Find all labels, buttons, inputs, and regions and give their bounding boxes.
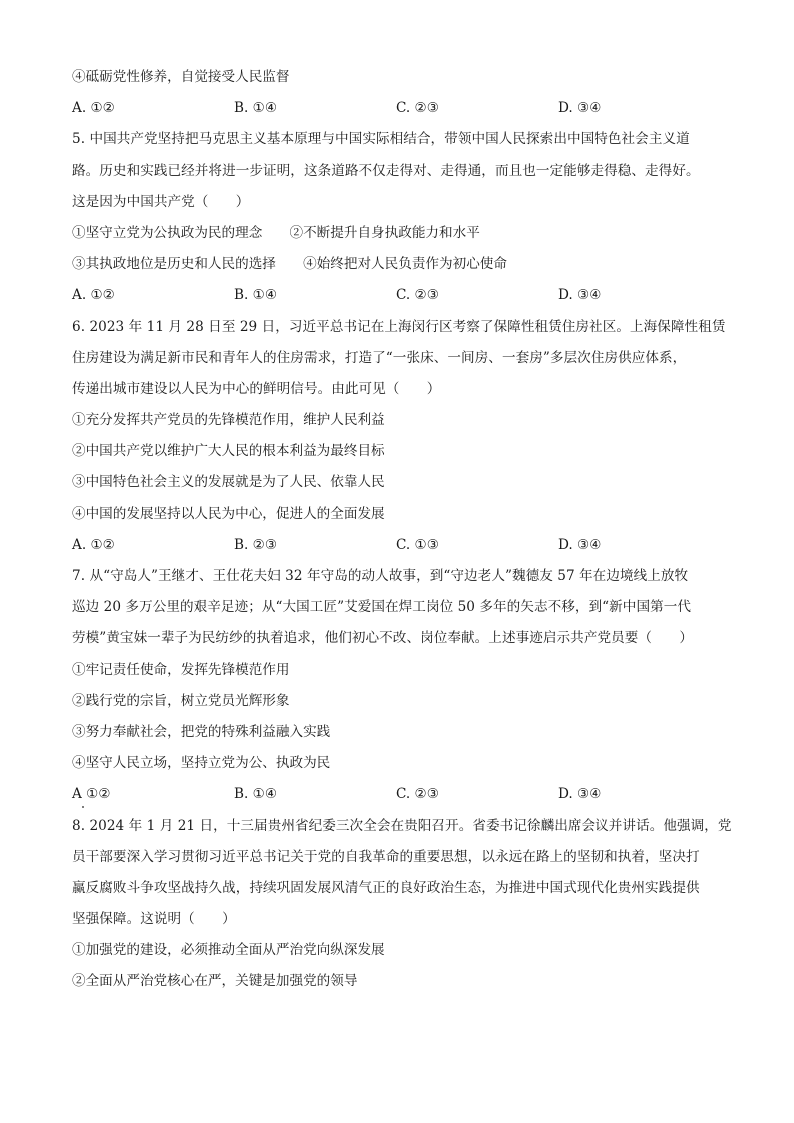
q6-option-c[interactable]: C. ①③ bbox=[396, 536, 439, 553]
q4-option-d[interactable]: D. ③④ bbox=[558, 100, 602, 117]
q7-option-d[interactable]: D. ③④ bbox=[558, 786, 602, 803]
q6-option-a[interactable]: A. ①② bbox=[72, 536, 115, 553]
q8-stem-line: 坚强保障。这说明（ ） bbox=[72, 911, 236, 928]
q8-statement: ②全面从严治党核心在严，关键是加强党的领导 bbox=[72, 973, 358, 990]
q7-option-c[interactable]: C. ②③ bbox=[396, 786, 439, 803]
q4-option-b[interactable]: B. ①④ bbox=[234, 100, 278, 117]
q7-stem-line: 劳模”黄宝妹一辈子为民纺纱的执着追求，他们初心不改、岗位奉献。上述事迹启示共产党员要（ ） bbox=[72, 630, 693, 647]
q6-option-b[interactable]: B. ②③ bbox=[234, 536, 278, 553]
q6-stem-line: 传递出城市建设以人民为中心的鲜明信号。由此可见（ ） bbox=[72, 380, 441, 397]
q5-option-c[interactable]: C. ②③ bbox=[396, 287, 439, 304]
q8-stem-line: 8. 2024 年 1 月 21 日，十三届贵州省纪委三次全会在贵阳召开。省委书记徐麟出席会议并讲话。他强调，党 bbox=[72, 817, 732, 834]
q7-option-b[interactable]: B. ①④ bbox=[234, 786, 278, 803]
q8-stem-line: 员干部要深入学习贯彻习近平总书记关于党的自我革命的重要思想，以永远在路上的坚韧和执着，坚决打 bbox=[72, 848, 700, 865]
q7-options bbox=[72, 779, 732, 810]
q7-stem-line: 巡边 20 多万公里的艰辛足迹；从“大国工匠”艾爱国在焊工岗位 50 多年的矢志不移，到“新中国第一代 bbox=[72, 599, 692, 616]
q7-statement: ③努力奉献社会，把党的特殊利益融入实践 bbox=[72, 723, 331, 740]
q8-statement: ①加强党的建设，必须推动全面从严治党向纵深发展 bbox=[72, 942, 385, 959]
q4-options bbox=[72, 93, 732, 124]
q4-option-a[interactable]: A. ①② bbox=[72, 100, 115, 117]
q7-option-a[interactable]: A ①② bbox=[72, 786, 111, 803]
q6-statement: ④中国的发展坚持以人民为中心，促进人的全面发展 bbox=[72, 505, 385, 522]
q5-stem-line: 5. 中国共产党坚持把马克思主义基本原理与中国实际相结合，带领中国人民探索出中国特色社会主义道 bbox=[72, 131, 690, 148]
q7-statement: ①牢记责任使命，发挥先锋模范作用 bbox=[72, 661, 290, 678]
q6-stem-line: 住房建设为满足新市民和青年人的住房需求，打造了“一张床、一间房、一套房”多层次住房供应体系， bbox=[72, 349, 687, 366]
q6-statement: ①充分发挥共产党员的先锋模范作用，维护人民利益 bbox=[72, 412, 385, 429]
q5-stem-line: 路。历史和实践已经并将进一步证明，这条道路不仅走得对、走得通，而且也一定能够走得稳、走得好。 bbox=[72, 162, 700, 179]
q5-statements-row: ①坚守立党为公执政为民的理念 ②不断提升自身执政能力和水平 bbox=[72, 224, 480, 241]
q5-stem-line: 这是因为中国共产党（ ） bbox=[72, 193, 250, 210]
q7-stem-line: 7. 从“守岛人”王继才、王仕花夫妇 32 年守岛的动人故事，到“守边老人”魏德友 57 年在边境线上放牧 bbox=[72, 568, 689, 584]
q6-statement: ③中国特色社会主义的发展就是为了人民、依靠人民 bbox=[72, 474, 385, 491]
q6-stem-line: 6. 2023 年 11 月 28 日至 29 日，习近平总书记在上海闵行区考察了保障性租赁住房社区。上海保障性租赁 bbox=[72, 318, 726, 335]
q5-option-d[interactable]: D. ③④ bbox=[558, 287, 602, 304]
q7-statement: ②践行党的宗旨，树立党员光辉形象 bbox=[72, 692, 290, 709]
q5-statements-row: ③其执政地位是历史和人民的选择 ④始终把对人民负责作为初心使命 bbox=[72, 256, 507, 273]
q4-statement-4: ④砥砺党性修养，自觉接受人民监督 bbox=[72, 69, 290, 85]
q6-options bbox=[72, 530, 732, 561]
q7-statement: ④坚守人民立场，坚持立党为公、执政为民 bbox=[72, 755, 331, 772]
q6-option-d[interactable]: D. ③④ bbox=[558, 536, 602, 553]
q5-option-a[interactable]: A. ①② bbox=[72, 287, 115, 304]
q4-option-c[interactable]: C. ②③ bbox=[396, 100, 439, 117]
q5-option-b[interactable]: B. ①④ bbox=[234, 287, 278, 304]
q8-stem-line: 赢反腐败斗争攻坚战持久战，持续巩固发展风清气正的良好政治生态，为推进中国式现代化贵州实践提供 bbox=[72, 879, 700, 896]
exam-page bbox=[72, 62, 732, 998]
q6-statement: ②中国共产党以维护广大人民的根本利益为最终目标 bbox=[72, 443, 385, 460]
q5-options bbox=[72, 280, 732, 311]
